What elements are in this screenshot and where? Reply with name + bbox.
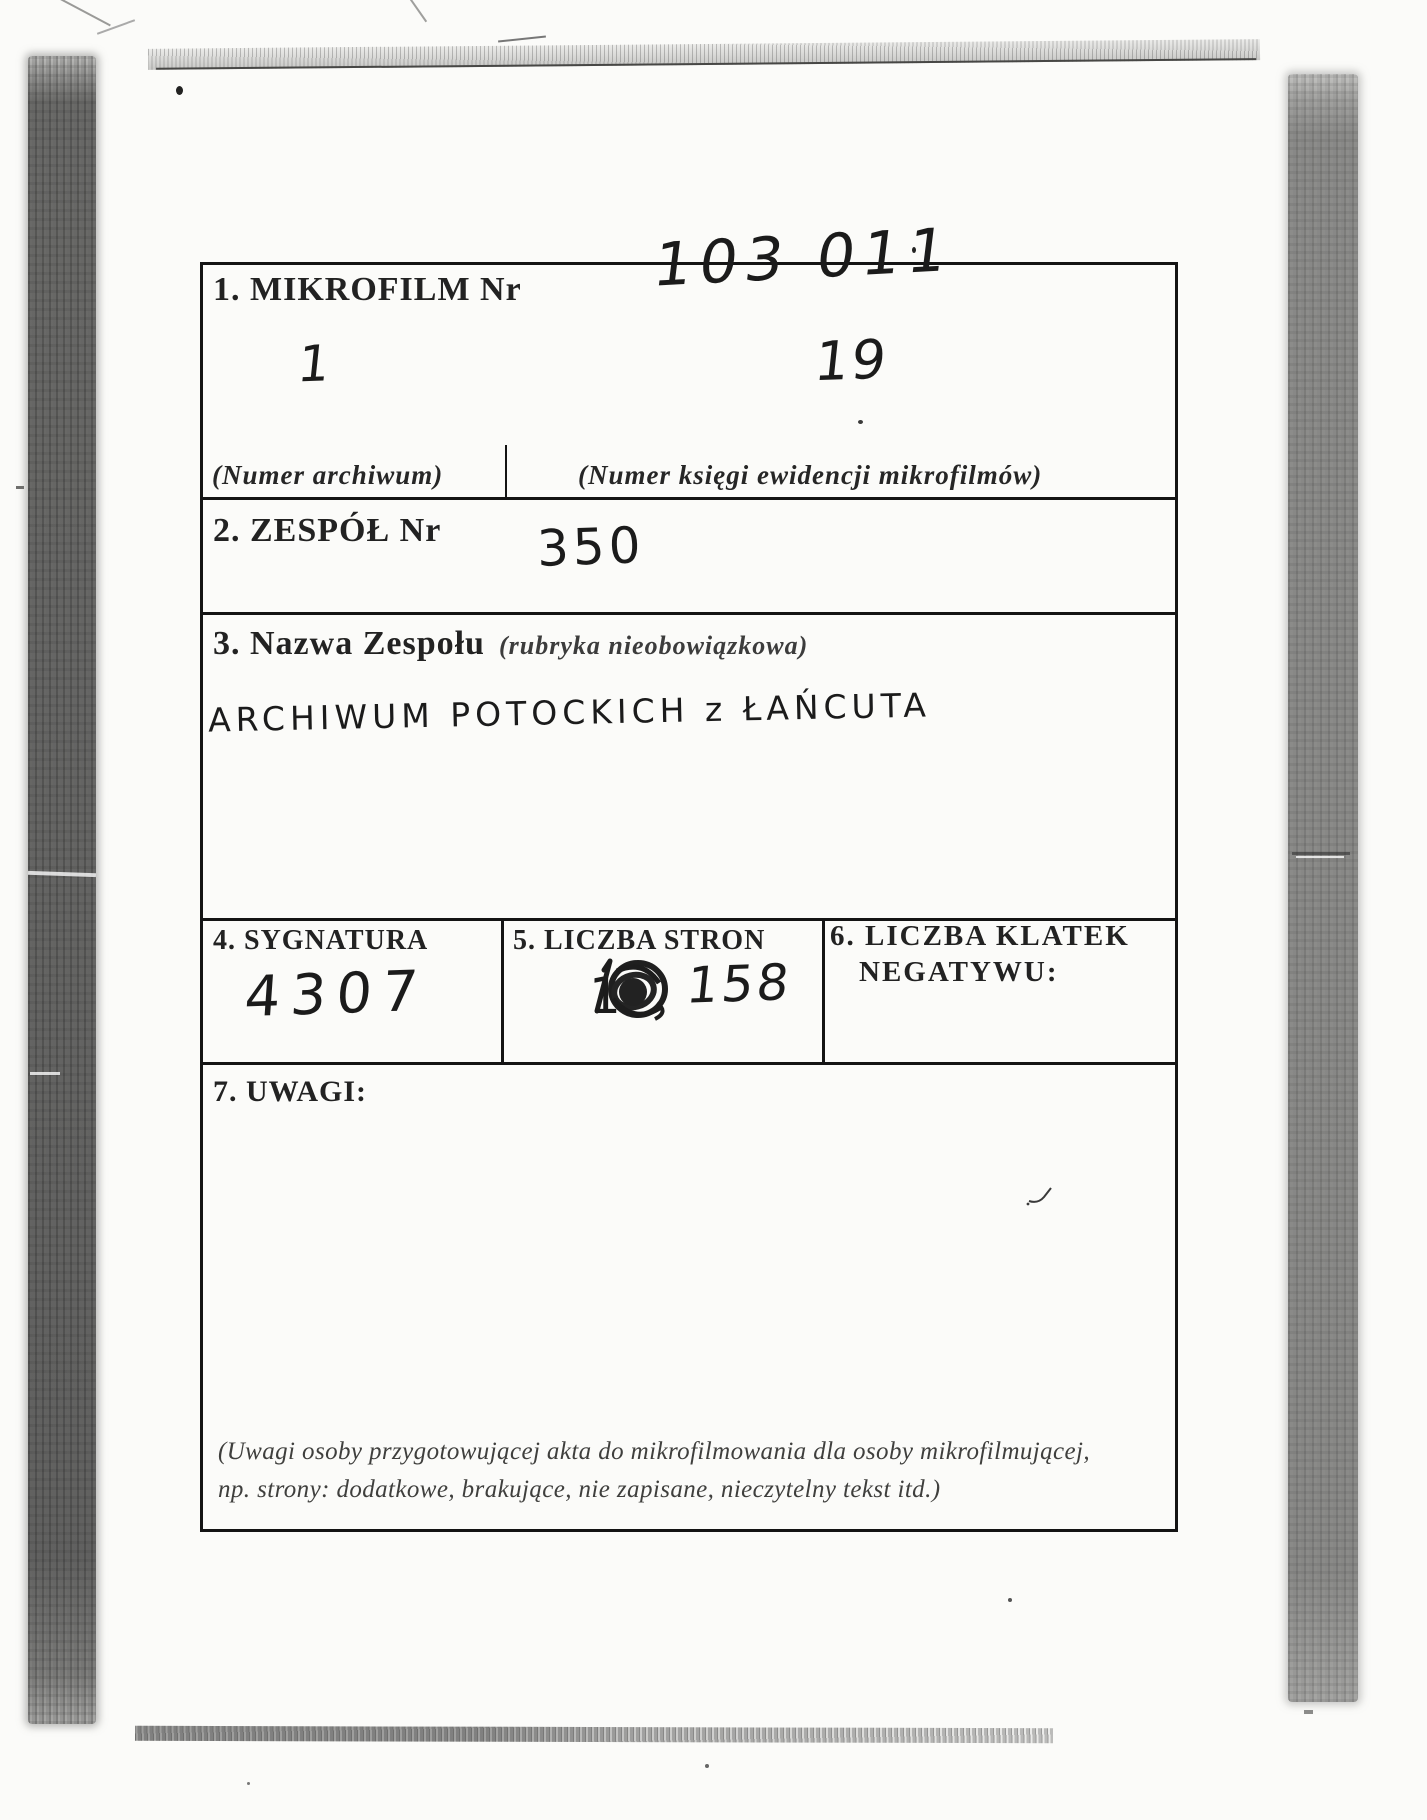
- divider-col-sygnatura: [501, 918, 504, 1065]
- field-label-uwagi: 7. UWAGI:: [213, 1075, 368, 1108]
- scratch-leading-digit: 1: [589, 967, 621, 1025]
- field-label-zespol: 2. ZESPÓŁ Nr: [213, 512, 442, 549]
- film-edge-band-right: [1288, 74, 1358, 1702]
- film-band-light-gap: [1296, 856, 1344, 858]
- field-label-mikrofilm: 1. MIKROFILM Nr: [213, 271, 522, 308]
- scan-scratch: [498, 35, 546, 42]
- scan-streak-line: [156, 58, 1256, 70]
- field-label-sygnatura: 4. SYGNATURA: [213, 925, 429, 956]
- scan-speck: [1008, 1598, 1012, 1602]
- handwritten-archive-number: 1: [294, 334, 333, 394]
- scan-speck: [1304, 1710, 1313, 1714]
- handwritten-sygnatura: 4307: [242, 958, 431, 1031]
- scan-speck: [247, 1782, 250, 1785]
- footnote-line2: np. strony: dodatkowe, brakujące, nie zapisane, nieczytelny tekst itd.): [218, 1476, 941, 1503]
- film-edge-band-left: [28, 56, 96, 1724]
- field-label-liczba-stron: 5. LICZBA STRON: [513, 925, 766, 956]
- divider-sublabels: [505, 445, 507, 497]
- scan-streak-bottom: [135, 1726, 1053, 1743]
- scan-scratch: [405, 0, 427, 22]
- sublabel-numer-archiwum: (Numer archiwum): [212, 460, 444, 490]
- microfilm-form: [200, 215, 1178, 1532]
- handwritten-microfilm-number: 103 011: [649, 215, 958, 301]
- handwritten-page-count: 158: [683, 953, 795, 1015]
- field-label-nazwa-zespolu: [213, 625, 808, 663]
- field-label-note: (rubryka nieobowiązkowa): [498, 631, 809, 660]
- footnote-line1: (Uwagi osoby przygotowującej akta do mikrofilmowania dla osoby mikrofilmującej,: [218, 1438, 1091, 1465]
- handwritten-zespol-number: 350: [536, 516, 646, 578]
- scan-scratch: [55, 0, 111, 26]
- film-band-light-gap: [30, 1072, 60, 1075]
- film-band-dark-dash: [1292, 852, 1350, 855]
- scan-scratch: [16, 486, 24, 489]
- sublabel-numer-ksiegi: (Numer księgi ewidencji mikrofilmów): [578, 460, 1043, 490]
- divider-row1: [203, 497, 1175, 500]
- handwritten-fonds-name: ARCHIWUM POTOCKICH z ŁAŃCUTA: [207, 685, 932, 740]
- field-label-negatywu: NEGATYWU:: [859, 956, 1059, 988]
- divider-row4: [203, 1062, 1175, 1065]
- stray-pen-mark: [1025, 1181, 1057, 1207]
- scan-speck: [176, 86, 183, 95]
- divider-row2: [203, 612, 1175, 615]
- divider-col-strony: [822, 918, 825, 1065]
- scan-streak-top: [148, 39, 1260, 70]
- field-label-text: 3. Nazwa Zespołu: [213, 625, 485, 662]
- field-label-liczba-klatek: 6. LICZBA KLATEK: [830, 920, 1130, 952]
- scan-speck: [705, 1764, 709, 1768]
- handwritten-register-number: 19: [811, 327, 892, 394]
- scratched-out-number: [581, 947, 685, 1035]
